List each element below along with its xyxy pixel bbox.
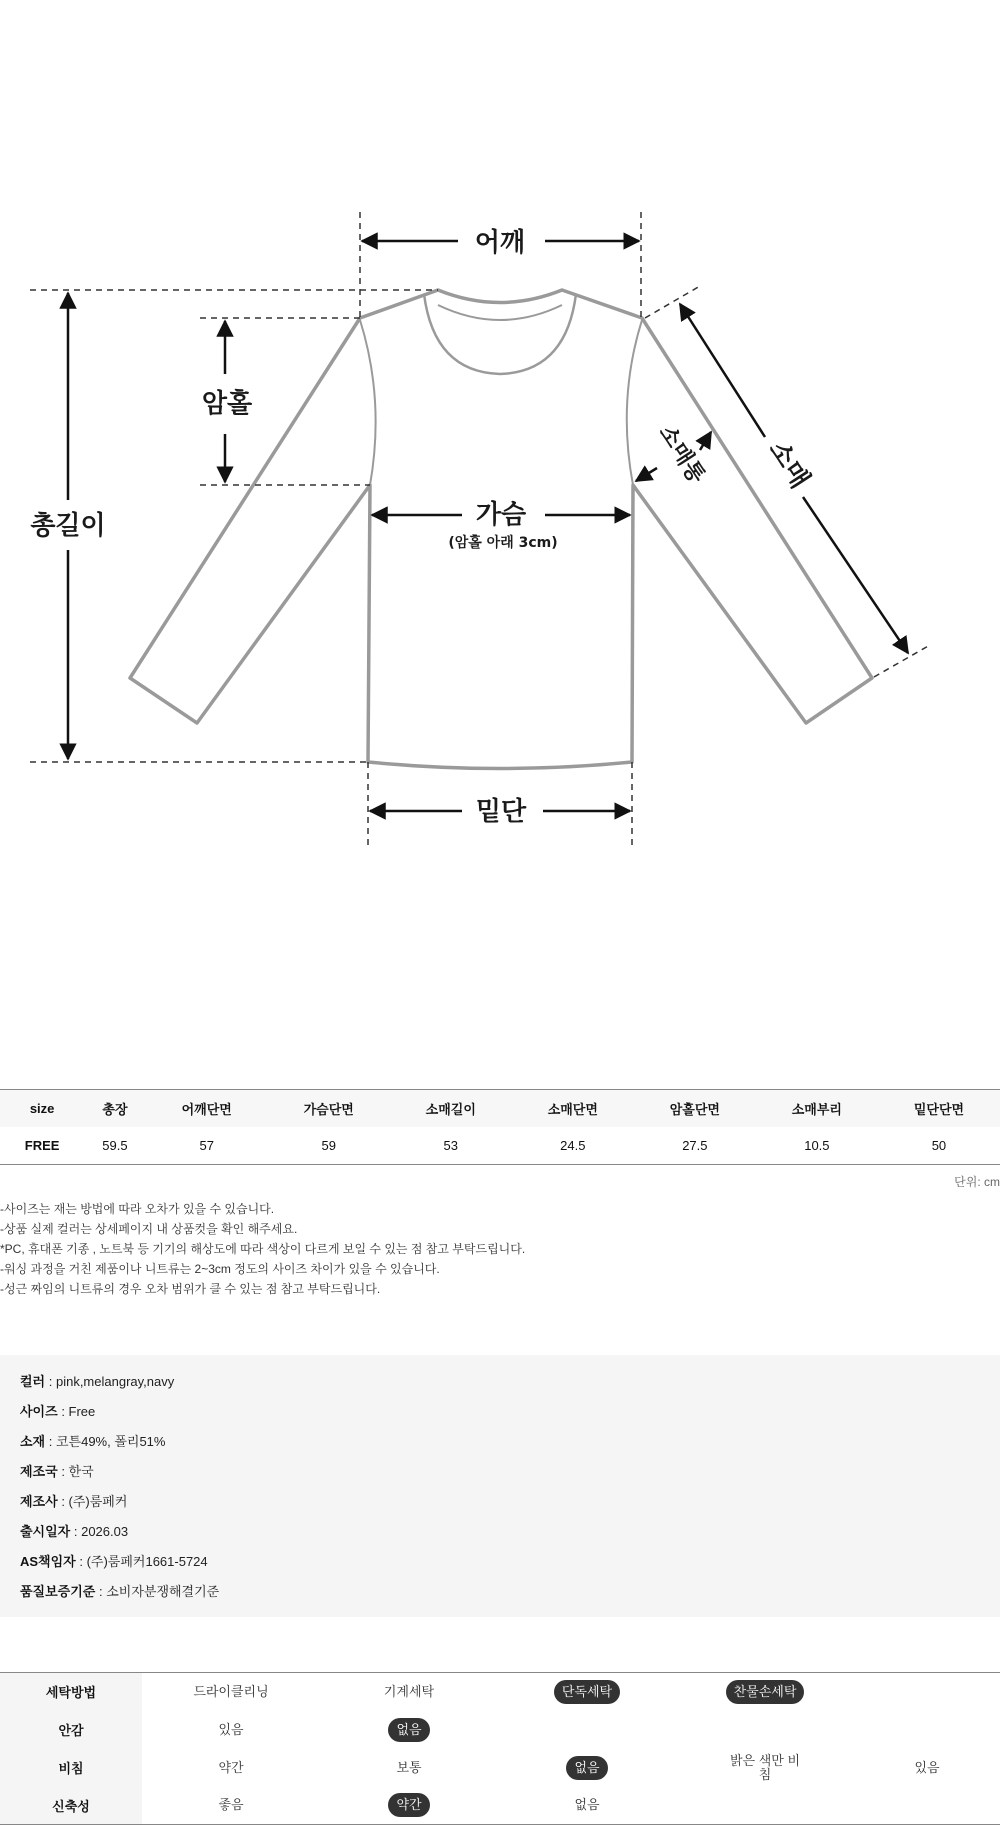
note-item: *PC, 휴대폰 기종 , 노트북 등 기기의 해상도에 따라 색상이 다르게 보일 수 있는 점 참고 부탁드립니다.	[0, 1242, 526, 1256]
note-item: -성근 짜임의 니트류의 경우 오차 범위가 클 수 있는 점 참고 부탁드립니다.	[0, 1282, 381, 1296]
info-label: 컬러	[20, 1374, 46, 1389]
note-item: -워싱 과정을 거친 제품이나 니트류는 2~3cm 정도의 사이즈 차이가 있을 수 있습니다.	[0, 1262, 440, 1276]
care-option: 밝은 색만 비 침	[729, 1752, 800, 1782]
total-length-cell: 59.5	[102, 1138, 128, 1153]
info-label: 제조국	[20, 1464, 58, 1479]
armhole-label: 암홀	[201, 389, 253, 419]
info-value: : 소비자분쟁해결기준	[98, 1584, 220, 1599]
total-length-label: 총길이	[30, 511, 106, 541]
shoulder-cell: 57	[199, 1138, 214, 1153]
care-row-label: 안감	[0, 1711, 142, 1749]
care-option-selected: 단독세탁	[554, 1680, 620, 1704]
col-shoulder: 어깨단면	[146, 1090, 268, 1128]
info-value: : pink,melangray,navy	[48, 1374, 175, 1389]
care-option-selected: 찬물손세탁	[726, 1680, 805, 1704]
guide-lines	[30, 212, 930, 848]
col-sleeve-length: 소매길이	[390, 1090, 512, 1128]
cuff-cell: 10.5	[804, 1138, 830, 1153]
care-cell	[676, 1787, 854, 1825]
info-material	[20, 1431, 165, 1450]
care-cell	[854, 1749, 1000, 1787]
info-label: 소재	[20, 1434, 46, 1449]
care-option-selected: 없음	[566, 1756, 607, 1780]
care-option-selected: 없음	[388, 1718, 429, 1742]
info-value: : 코튼49%, 폴리51%	[48, 1434, 166, 1449]
care-option: 있음	[218, 1721, 244, 1737]
info-manufacturer	[20, 1491, 127, 1510]
care-row-label: 세탁방법	[0, 1673, 142, 1711]
hem-cell: 50	[931, 1138, 947, 1153]
info-label: 사이즈	[20, 1404, 58, 1419]
care-row	[0, 1787, 1000, 1825]
care-cell	[498, 1711, 676, 1749]
care-option: 있음	[914, 1759, 940, 1775]
care-row-label: 신축성	[0, 1787, 142, 1825]
sleeve-width-cell: 24.5	[560, 1138, 586, 1153]
care-option: 약간	[218, 1759, 244, 1775]
col-sleeve-width: 소매단면	[512, 1090, 634, 1128]
col-armhole: 암홀단면	[634, 1090, 756, 1128]
care-cell	[142, 1673, 320, 1711]
size-measurement-diagram	[0, 0, 1000, 880]
unit-label: 단위: cm	[954, 1175, 1000, 1189]
info-label: 품질보증기준	[20, 1584, 96, 1599]
care-cell	[142, 1787, 320, 1825]
care-cell	[320, 1787, 498, 1825]
size-notes	[0, 1199, 1000, 1299]
care-option: 보통	[396, 1759, 422, 1775]
col-chest: 가슴단면	[268, 1090, 390, 1128]
armhole-cell: 27.5	[682, 1138, 708, 1153]
care-table	[0, 1672, 1000, 1825]
info-value: : 한국	[61, 1464, 94, 1479]
sleeve-length-label: 소매	[762, 435, 815, 494]
chest-note-label: (암홀 아래 3cm)	[448, 535, 558, 551]
care-option: 좋음	[218, 1797, 244, 1813]
col-hem: 밑단단면	[878, 1090, 1000, 1128]
col-size: size	[0, 1090, 84, 1128]
sleeve-length-cell: 53	[443, 1138, 459, 1153]
chest-cell: 59	[321, 1138, 336, 1153]
table-row	[0, 1127, 1000, 1165]
note-item: -상품 실제 컬러는 상세페이지 내 상품컷을 확인 해주세요.	[0, 1222, 298, 1236]
care-row-label: 비침	[0, 1749, 142, 1787]
product-info-box	[0, 1355, 1000, 1617]
care-option: 없음	[574, 1797, 600, 1813]
care-cell	[676, 1749, 854, 1787]
info-release-date	[20, 1521, 128, 1540]
note-item: -사이즈는 재는 방법에 따라 오차가 있을 수 있습니다.	[0, 1202, 275, 1216]
info-label: AS책임자	[20, 1554, 76, 1569]
care-option: 기계세탁	[383, 1683, 435, 1699]
info-value: : (주)룸페커1661-5724	[79, 1554, 208, 1569]
col-total-length: 총장	[84, 1090, 145, 1128]
info-value: : 2026.03	[73, 1524, 129, 1539]
care-row	[0, 1749, 1000, 1787]
info-label: 제조사	[20, 1494, 58, 1509]
care-cell	[676, 1673, 854, 1711]
care-cell	[498, 1749, 676, 1787]
care-option: 드라이클리닝	[193, 1683, 269, 1699]
care-row	[0, 1673, 1000, 1711]
care-cell	[854, 1787, 1000, 1825]
hem-label: 밑단	[475, 797, 527, 827]
shoulder-label: 어깨	[474, 228, 526, 258]
info-size	[20, 1401, 95, 1420]
sleeve-width-label: 소매통	[653, 420, 710, 489]
info-value: : (주)룸페커	[61, 1494, 128, 1509]
care-cell	[320, 1749, 498, 1787]
info-country	[20, 1461, 94, 1480]
care-cell	[498, 1673, 676, 1711]
chest-label: 가슴	[475, 500, 527, 530]
care-option-selected: 약간	[388, 1793, 429, 1817]
col-cuff: 소매부리	[756, 1090, 878, 1128]
care-cell	[854, 1711, 1000, 1749]
info-quality	[20, 1581, 219, 1600]
care-cell	[854, 1673, 1000, 1711]
size-table	[0, 1089, 1000, 1165]
size-cell: FREE	[24, 1138, 60, 1153]
care-cell	[320, 1673, 498, 1711]
info-value: : Free	[61, 1404, 96, 1419]
size-table-header	[0, 1090, 1000, 1128]
info-as-contact	[20, 1551, 208, 1570]
info-label: 출시일자	[20, 1524, 71, 1539]
care-cell	[142, 1749, 320, 1787]
care-cell	[320, 1711, 498, 1749]
info-color	[20, 1371, 174, 1390]
care-cell	[142, 1711, 320, 1749]
care-cell	[676, 1711, 854, 1749]
care-row	[0, 1711, 1000, 1749]
care-cell	[498, 1787, 676, 1825]
